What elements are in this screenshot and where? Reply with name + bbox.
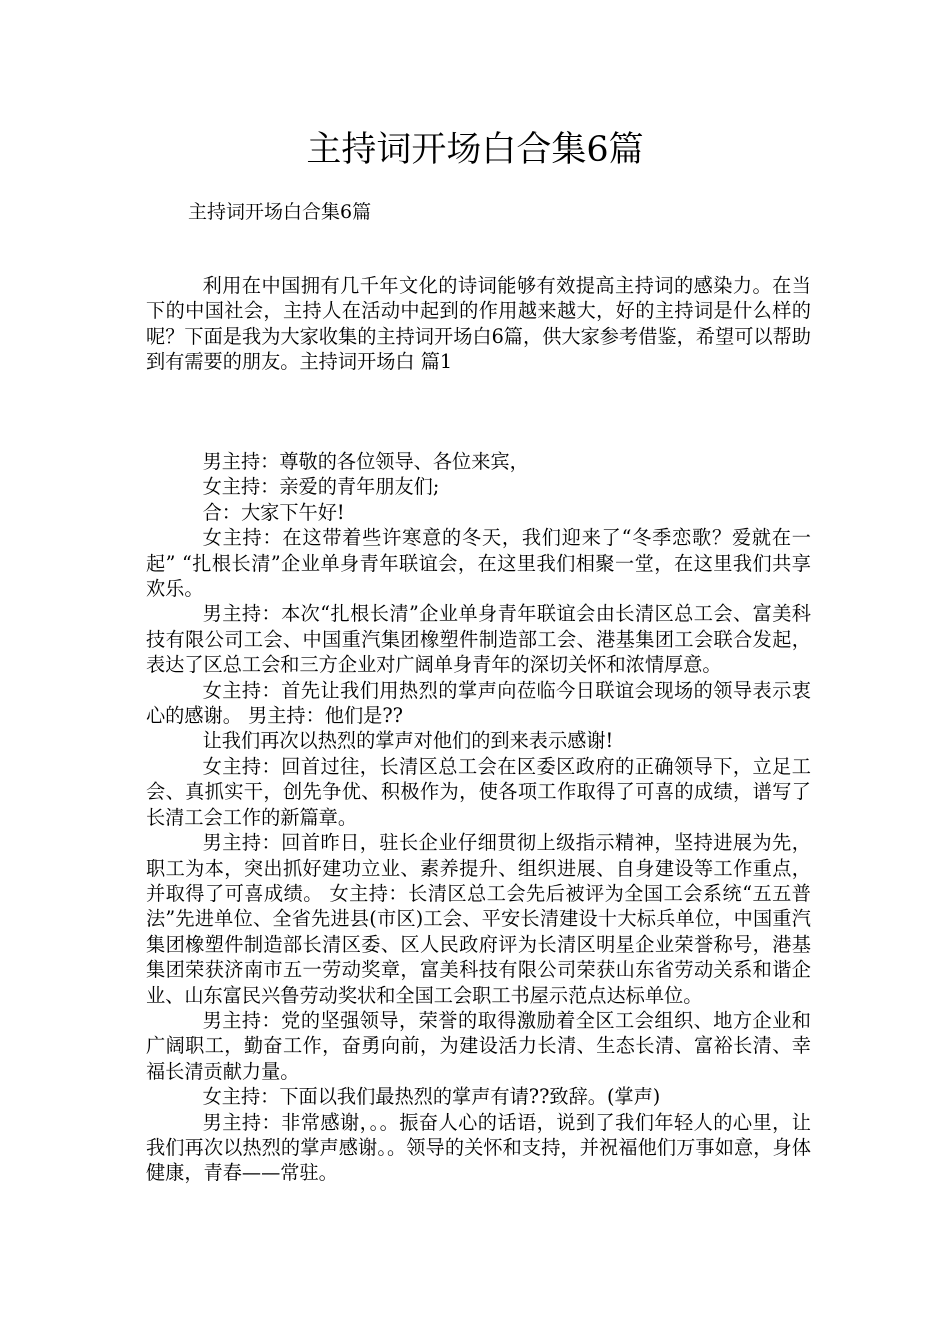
document-subtitle: 主持词开场白合集6篇 <box>188 201 372 223</box>
dialogue-paragraph: 合：大家下午好! <box>202 500 345 524</box>
dialogue-paragraph: 男主持：尊敬的各位领导、各位来宾， <box>202 450 529 473</box>
dialogue-paragraph: 女主持：首先让我们用热烈的掌声向莅临今日联谊会现场的领导表示衷心的感谢。 男主持：他们是?? <box>146 678 811 728</box>
dialogue-paragraph: 女主持：亲爱的青年朋友们; <box>202 475 440 499</box>
dialogue-paragraph: 让我们再次以热烈的掌声对他们的到来表示感谢! <box>202 729 614 753</box>
intro-paragraph <box>146 273 811 375</box>
dialogue-paragraph: 女主持：在这带着些许寒意的冬天，我们迎来了“冬季恋歌？爱就在一起” “扎根长清”企业单身青年联谊会，在这里我们相聚一堂，在这里我们共享欢乐。 <box>146 526 811 601</box>
dialogue-paragraph: 男主持：非常感谢，。。振奋人心的话语，说到了我们年轻人的心里，让我们再次以热烈的掌声感谢。。领导的关怀和支持，并祝福他们万事如意，身体健康，青春——常驻。 <box>146 1110 811 1185</box>
dialogue-paragraph: 女主持：下面以我们最热烈的掌声有请??致辞。(掌声) <box>202 1085 661 1109</box>
intro-text: 利用在中国拥有几千年文化的诗词能够有效提高主持词的感染力。在当下的中国社会，主持人在活动中起到的作用越来越大，好的主持词是什么样的呢？下面是我为大家收集的主持词开场白6篇，供大家参考借鉴，希望可以帮助到有需要的朋友。主持词开场白 篇1 <box>146 274 811 374</box>
document-title: 主持词开场白合集6篇 <box>306 130 644 170</box>
dialogue-paragraph: 男主持：党的坚强领导，荣誉的取得激励着全区工会组织、地方企业和广阔职工，勤奋工作，奋勇向前，为建设活力长清、生态长清、富裕长清、幸福长清贡献力量。 <box>146 1008 811 1083</box>
dialogue-body <box>146 449 811 1186</box>
dialogue-paragraph: 男主持：本次“扎根长清”企业单身青年联谊会由长清区总工会、富美科技有限公司工会、中国重汽集团橡塑件制造部工会、港基集团工会联合发起，表达了区总工会和三方企业对广阔单身青年的深切关怀和浓情厚意。 <box>146 602 811 677</box>
dialogue-paragraph: 女主持：回首过往，长清区总工会在区委区政府的正确领导下，立足工会、真抓实干，创先争优、积极作为，使各项工作取得了可喜的成绩，谱写了长清工会工作的新篇章。 <box>146 754 811 829</box>
dialogue-paragraph: 男主持：回首昨日，驻长企业仔细贯彻上级指示精神，坚持进展为先，职工为本，突出抓好建功立业、素养提升、组织进展、自身建设等工作重点，并取得了可喜成绩。 女主持：长清区总工会先后被评为全国工会系统“五五普法”先进单位、全省先进县(市区)工会、平安长清建设十大标兵单位，中国重汽集团橡塑件制造部长清区委、区人民政府评为长清区明星企业荣誉称号，港基集团荣获济南市五一劳动奖章，富美科技有限公司荣获山东省劳动关系和谐企业、山东富民兴鲁劳动奖状和全国工会职工书屋示范点达标单位。 <box>146 831 811 1007</box>
